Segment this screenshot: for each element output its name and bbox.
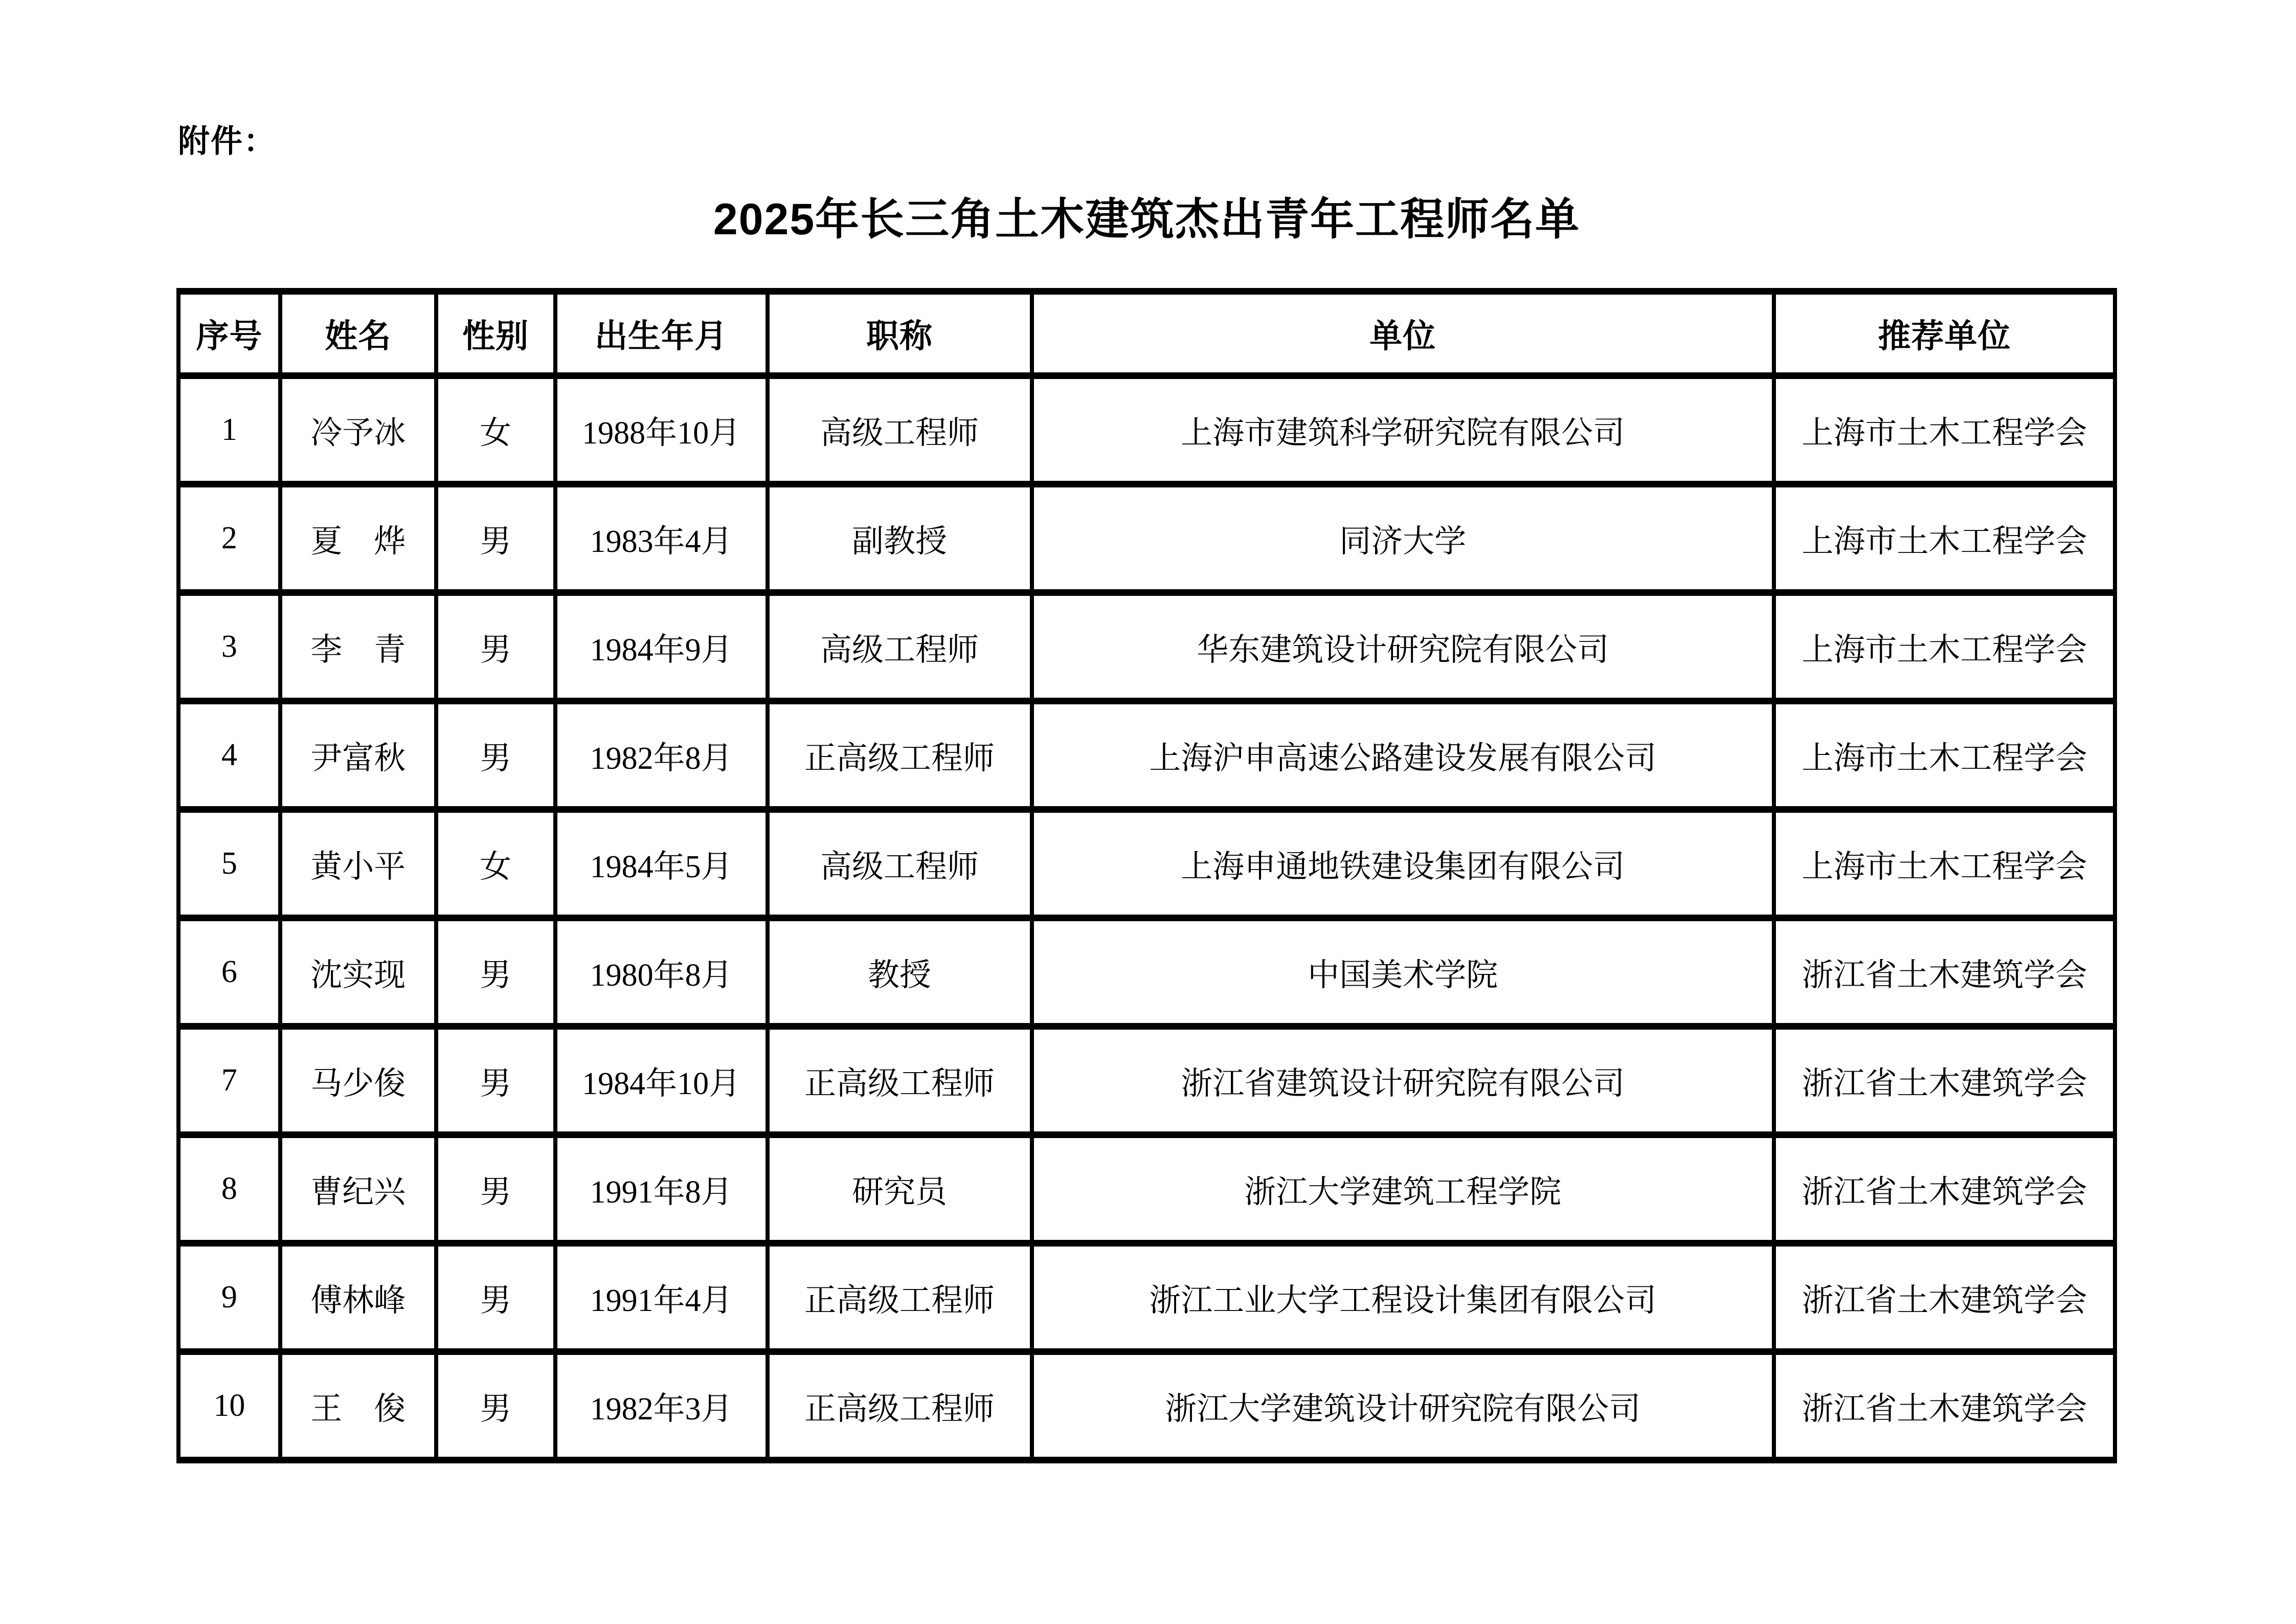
table-row	[178, 376, 2115, 484]
cell-title: 正高级工程师	[768, 1352, 1032, 1460]
cell-gender: 男	[436, 1027, 555, 1135]
cell-organization: 上海市建筑科学研究院有限公司	[1032, 376, 1774, 484]
cell-birth-date: 1984年10月	[555, 1027, 768, 1135]
cell-name: 傅林峰	[280, 1243, 436, 1352]
cell-title: 高级工程师	[768, 593, 1032, 701]
cell-recommender: 浙江省土木建筑学会	[1774, 1352, 2115, 1460]
cell-birth-date: 1983年4月	[555, 484, 768, 593]
table-row	[178, 918, 2115, 1027]
cell-gender: 男	[436, 1352, 555, 1460]
table-row	[178, 593, 2115, 701]
column-header-recommender: 推荐单位	[1774, 292, 2115, 376]
table-row	[178, 1352, 2115, 1460]
cell-serial: 2	[178, 484, 280, 593]
cell-name: 沈实现	[280, 918, 436, 1027]
cell-birth-date: 1988年10月	[555, 376, 768, 484]
roster-table	[176, 288, 2117, 1463]
cell-name: 曹纪兴	[280, 1135, 436, 1243]
cell-gender: 女	[436, 810, 555, 918]
cell-organization: 浙江省建筑设计研究院有限公司	[1032, 1027, 1774, 1135]
cell-recommender: 浙江省土木建筑学会	[1774, 1243, 2115, 1352]
cell-name: 黄小平	[280, 810, 436, 918]
cell-birth-date: 1991年8月	[555, 1135, 768, 1243]
cell-title: 正高级工程师	[768, 701, 1032, 810]
table-head	[178, 292, 2115, 376]
cell-gender: 男	[436, 1135, 555, 1243]
cell-title: 正高级工程师	[768, 1243, 1032, 1352]
cell-serial: 1	[178, 376, 280, 484]
column-header-organization: 单位	[1032, 292, 1774, 376]
cell-gender: 男	[436, 701, 555, 810]
cell-organization: 浙江大学建筑工程学院	[1032, 1135, 1774, 1243]
cell-birth-date: 1984年9月	[555, 593, 768, 701]
page-title: 2025年长三角土木建筑杰出青年工程师名单	[713, 195, 1581, 244]
cell-title: 正高级工程师	[768, 1027, 1032, 1135]
cell-serial: 7	[178, 1027, 280, 1135]
cell-gender: 男	[436, 918, 555, 1027]
cell-recommender: 上海市土木工程学会	[1774, 376, 2115, 484]
cell-title: 高级工程师	[768, 376, 1032, 484]
cell-recommender: 浙江省土木建筑学会	[1774, 1027, 2115, 1135]
cell-birth-date: 1982年3月	[555, 1352, 768, 1460]
cell-serial: 3	[178, 593, 280, 701]
cell-recommender: 上海市土木工程学会	[1774, 593, 2115, 701]
cell-name: 马少俊	[280, 1027, 436, 1135]
cell-serial: 8	[178, 1135, 280, 1243]
table-body	[178, 376, 2115, 1460]
cell-gender: 男	[436, 1243, 555, 1352]
column-header-birth-date: 出生年月	[555, 292, 768, 376]
table-header-row	[178, 292, 2115, 376]
cell-recommender: 浙江省土木建筑学会	[1774, 918, 2115, 1027]
column-header-gender: 性别	[436, 292, 555, 376]
cell-recommender: 浙江省土木建筑学会	[1774, 1135, 2115, 1243]
column-header-title: 职称	[768, 292, 1032, 376]
cell-serial: 5	[178, 810, 280, 918]
cell-name: 冷予冰	[280, 376, 436, 484]
cell-birth-date: 1980年8月	[555, 918, 768, 1027]
cell-birth-date: 1982年8月	[555, 701, 768, 810]
table-row	[178, 810, 2115, 918]
cell-organization: 上海沪申高速公路建设发展有限公司	[1032, 701, 1774, 810]
cell-organization: 浙江工业大学工程设计集团有限公司	[1032, 1243, 1774, 1352]
column-header-serial: 序号	[178, 292, 280, 376]
cell-organization: 上海申通地铁建设集团有限公司	[1032, 810, 1774, 918]
cell-organization: 华东建筑设计研究院有限公司	[1032, 593, 1774, 701]
cell-organization: 同济大学	[1032, 484, 1774, 593]
table-row	[178, 1135, 2115, 1243]
table-row	[178, 1027, 2115, 1135]
cell-birth-date: 1991年4月	[555, 1243, 768, 1352]
cell-title: 研究员	[768, 1135, 1032, 1243]
cell-gender: 男	[436, 484, 555, 593]
cell-gender: 男	[436, 593, 555, 701]
cell-title: 副教授	[768, 484, 1032, 593]
table-row	[178, 1243, 2115, 1352]
attachment-label: 附件：	[178, 124, 277, 159]
cell-recommender: 上海市土木工程学会	[1774, 701, 2115, 810]
cell-title: 教授	[768, 918, 1032, 1027]
cell-name: 夏 烨	[280, 484, 436, 593]
cell-name: 尹富秋	[280, 701, 436, 810]
cell-recommender: 上海市土木工程学会	[1774, 810, 2115, 918]
cell-organization: 中国美术学院	[1032, 918, 1774, 1027]
table-row	[178, 484, 2115, 593]
column-header-name: 姓名	[280, 292, 436, 376]
cell-birth-date: 1984年5月	[555, 810, 768, 918]
cell-serial: 9	[178, 1243, 280, 1352]
cell-title: 高级工程师	[768, 810, 1032, 918]
table-row	[178, 701, 2115, 810]
cell-name: 王 俊	[280, 1352, 436, 1460]
cell-gender: 女	[436, 376, 555, 484]
cell-serial: 6	[178, 918, 280, 1027]
cell-serial: 4	[178, 701, 280, 810]
cell-organization: 浙江大学建筑设计研究院有限公司	[1032, 1352, 1774, 1460]
cell-serial: 10	[178, 1352, 280, 1460]
cell-recommender: 上海市土木工程学会	[1774, 484, 2115, 593]
cell-name: 李 青	[280, 593, 436, 701]
